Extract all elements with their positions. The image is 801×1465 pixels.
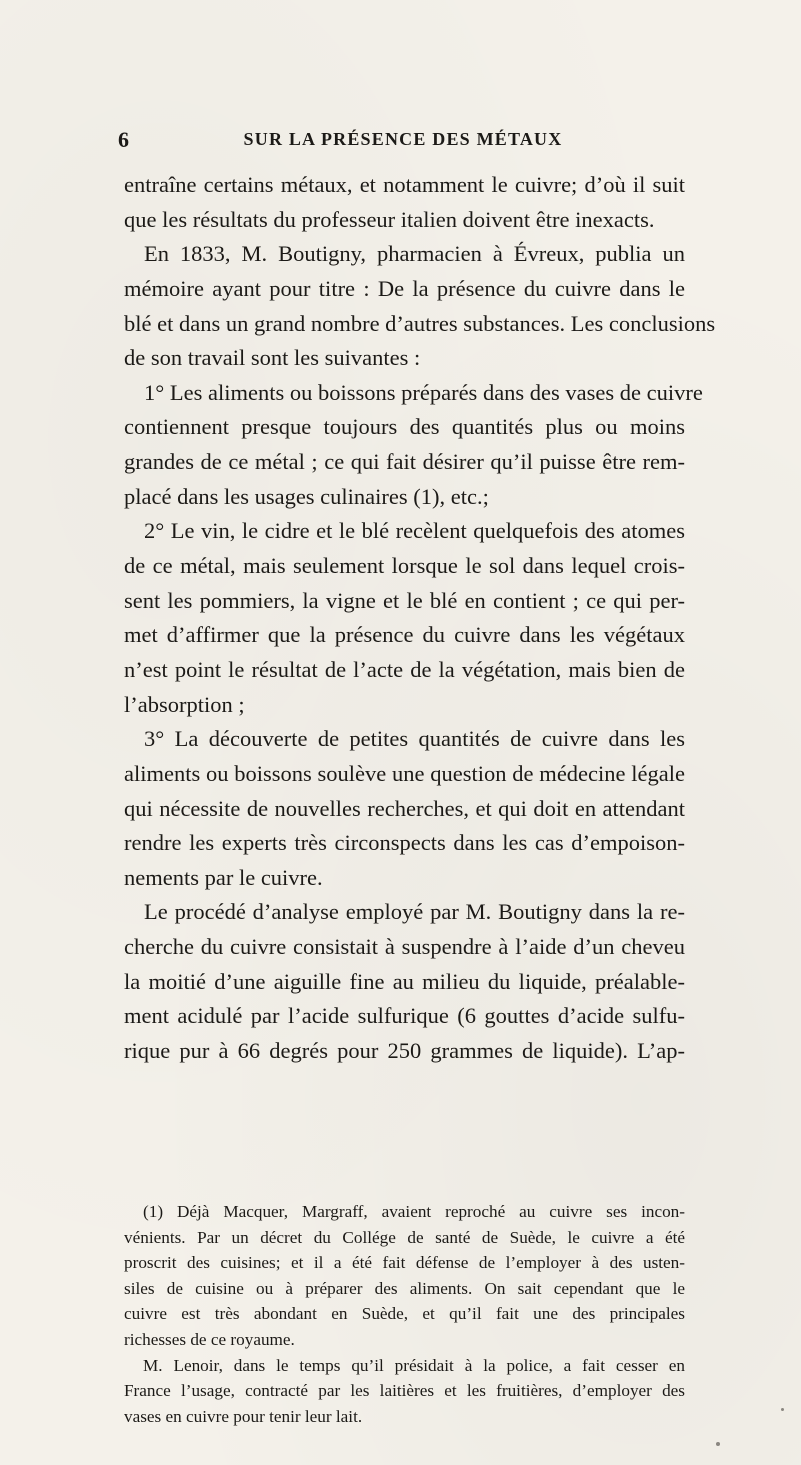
text-line: de ce métal, mais seulement lorsque le sol dans lequel crois- xyxy=(124,553,685,579)
footnote-line: proscrit des cuisines; et il a été fait défense de l’employer à des usten- xyxy=(124,1253,685,1273)
ink-speck xyxy=(716,1442,720,1446)
text-line: la moitié d’une aiguille fine au milieu du liquide, préalable- xyxy=(124,968,685,994)
text-line: rendre les experts très circonspects dans les cas d’empoison- xyxy=(124,830,685,856)
text-line: l’absorption ; xyxy=(124,691,245,717)
footnote-line: richesses de ce royaume. xyxy=(124,1329,295,1349)
text-line: blé et dans un grand nombre d’autres substances. Les conclusions xyxy=(124,310,716,336)
text-line: qui nécessite de nouvelles recherches, et qui doit en attendant xyxy=(124,795,685,821)
text-line: mémoire ayant pour titre : De la présence du cuivre dans le xyxy=(124,275,685,301)
text-line: aliments ou boissons soulève une question de médecine légale xyxy=(124,760,685,786)
main-text xyxy=(124,168,716,1069)
text-line: cherche du cuivre consistait à suspendre à l’aide d’un cheveu xyxy=(124,934,685,960)
footnote-line: M. Lenoir, dans le temps qu’il présidait à la police, a fait cesser en xyxy=(143,1355,685,1375)
text-line: 1° Les aliments ou boissons préparés dans des vases de cuivre xyxy=(144,379,703,405)
page-number: 6 xyxy=(118,127,129,152)
text-line: contiennent presque toujours des quantités plus ou moins xyxy=(124,414,685,440)
running-title: SUR LA PRÉSENCE DES MÉTAUX xyxy=(243,129,563,149)
text-line: de son travail sont les suivantes : xyxy=(124,345,421,371)
page-header xyxy=(118,127,688,157)
footnotes xyxy=(124,1199,685,1429)
text-line: n’est point le résultat de l’acte de la végétation, mais bien de xyxy=(124,656,685,682)
footnote-line: (1) Déjà Macquer, Margraff, avaient reproché au cuivre ses incon- xyxy=(143,1202,685,1221)
text-line: placé dans les usages culinaires (1), etc.; xyxy=(124,483,489,509)
text-line: sent les pommiers, la vigne et le blé en contient ; ce qui per- xyxy=(124,587,685,613)
text-line: 3° La découverte de petites quantités de cuivre dans les xyxy=(144,726,685,752)
text-line: grandes de ce métal ; ce qui fait désirer qu’il puisse être rem- xyxy=(124,449,685,475)
text-line: entraîne certains métaux, et notamment le cuivre; d’où il suit xyxy=(124,172,685,197)
text-line: Le procédé d’analyse employé par M. Boutigny dans la re- xyxy=(144,899,685,925)
text-line: rique pur à 66 degrés pour 250 grammes de liquide). L’ap- xyxy=(124,1038,685,1064)
text-line: met d’affirmer que la présence du cuivre dans les végétaux xyxy=(124,622,685,648)
footnote-line: vénients. Par un décret du Collége de santé de Suède, le cuivre a été xyxy=(124,1227,685,1247)
text-line: nements par le cuivre. xyxy=(124,864,323,890)
text-line: que les résultats du professeur italien doivent être inexacts. xyxy=(124,206,655,232)
footnote-line: France l’usage, contracté par les laitières et les fruitières, d’employer des xyxy=(124,1381,685,1401)
footnote-line: vases en cuivre pour tenir leur lait. xyxy=(124,1406,363,1426)
text-line: 2° Le vin, le cidre et le blé recèlent quelquefois des atomes xyxy=(144,518,685,544)
text-line: En 1833, M. Boutigny, pharmacien à Évreux, publia un xyxy=(144,241,685,267)
footnote-line: cuivre est très abondant en Suède, et qu’il fait une des principales xyxy=(124,1304,685,1324)
text-line: ment acidulé par l’acide sulfurique (6 gouttes d’acide sulfu- xyxy=(124,1003,685,1029)
ink-speck xyxy=(781,1408,784,1411)
footnote-line: siles de cuisine ou à préparer des aliments. On sait cependant que le xyxy=(124,1278,685,1298)
